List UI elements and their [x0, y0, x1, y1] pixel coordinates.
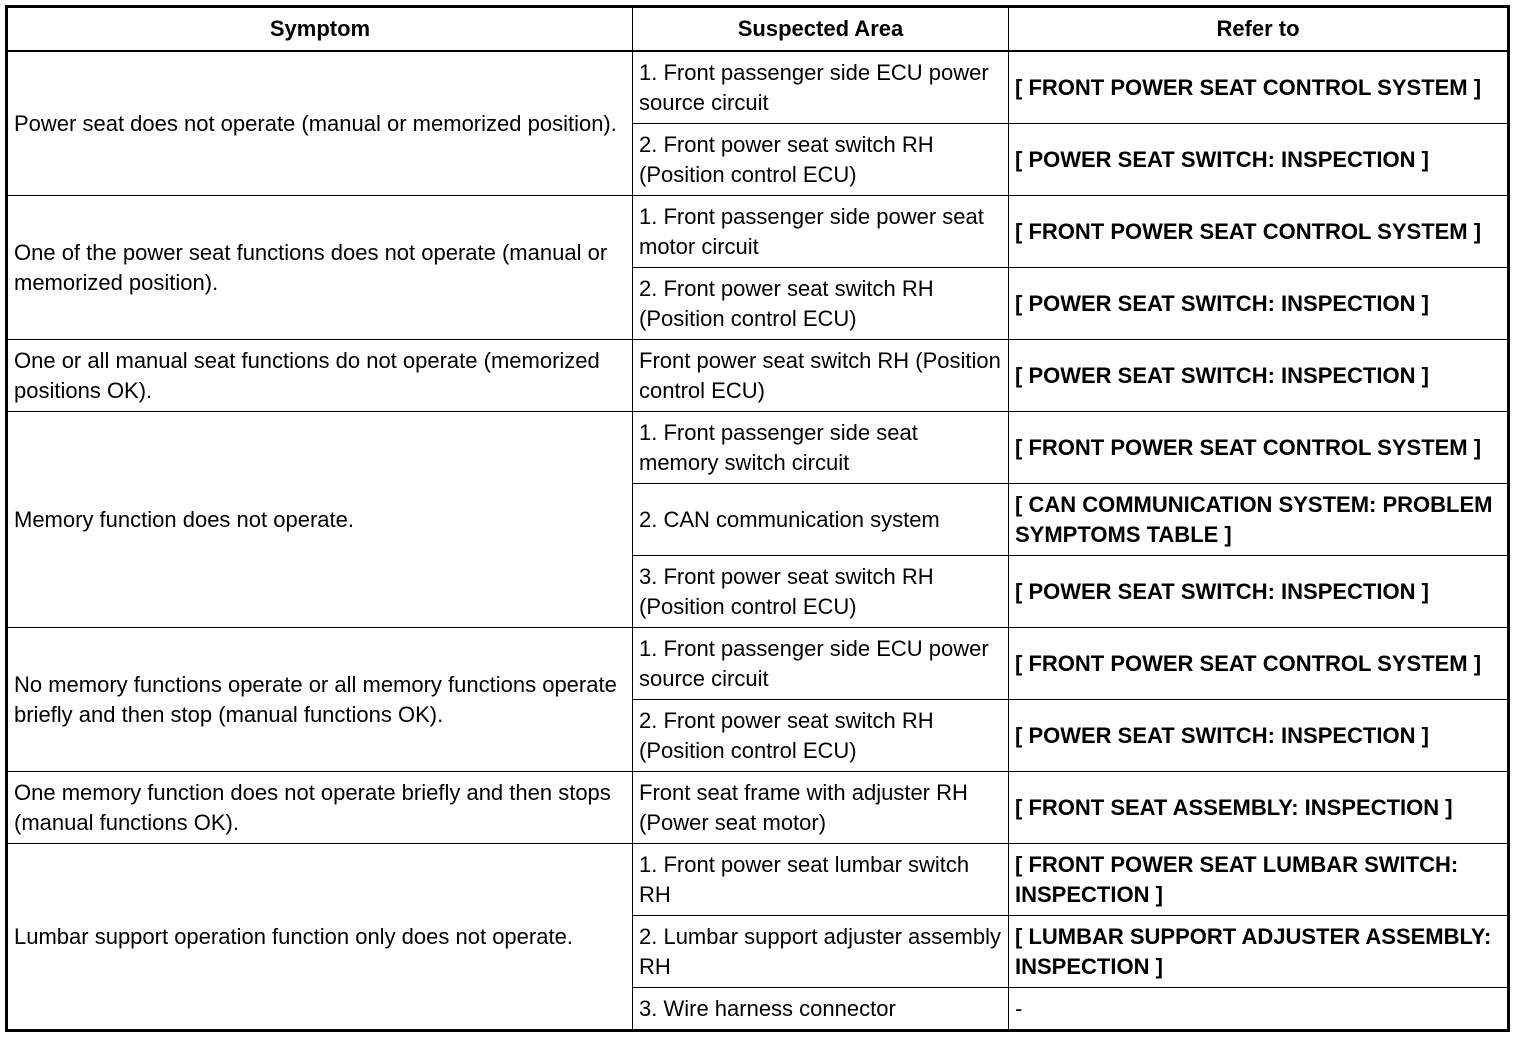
refer-to-link[interactable]: [ FRONT POWER SEAT LUMBAR SWITCH: INSPECTION ] — [1009, 844, 1509, 916]
refer-to-link[interactable]: [ LUMBAR SUPPORT ADJUSTER ASSEMBLY: INSPECTION ] — [1009, 916, 1509, 988]
suspected-area-cell: 2. CAN communication system — [633, 484, 1009, 556]
header-refer-to: Refer to — [1009, 7, 1509, 52]
problem-symptoms-table — [5, 5, 1510, 1032]
suspected-area-cell: 2. Front power seat switch RH (Position control ECU) — [633, 124, 1009, 196]
refer-to-link[interactable]: [ POWER SEAT SWITCH: INSPECTION ] — [1009, 124, 1509, 196]
table-container — [5, 5, 1507, 1032]
suspected-area-cell: Front seat frame with adjuster RH (Power seat motor) — [633, 772, 1009, 844]
suspected-area-cell: 2. Lumbar support adjuster assembly RH — [633, 916, 1009, 988]
symptom-cell: No memory functions operate or all memory functions operate briefly and then stop (manual functions OK). — [7, 628, 633, 772]
symptom-cell: Power seat does not operate (manual or memorized position). — [7, 51, 633, 196]
refer-to-link[interactable]: [ FRONT POWER SEAT CONTROL SYSTEM ] — [1009, 51, 1509, 124]
refer-to-link[interactable]: [ FRONT SEAT ASSEMBLY: INSPECTION ] — [1009, 772, 1509, 844]
table-row — [7, 844, 1509, 916]
refer-to-link[interactable]: [ FRONT POWER SEAT CONTROL SYSTEM ] — [1009, 628, 1509, 700]
refer-to-link[interactable]: [ FRONT POWER SEAT CONTROL SYSTEM ] — [1009, 412, 1509, 484]
table-row — [7, 628, 1509, 700]
refer-to-link[interactable]: [ POWER SEAT SWITCH: INSPECTION ] — [1009, 556, 1509, 628]
refer-to-link[interactable]: [ CAN COMMUNICATION SYSTEM: PROBLEM SYMPTOMS TABLE ] — [1009, 484, 1509, 556]
header-suspected-area: Suspected Area — [633, 7, 1009, 52]
suspected-area-cell: 3. Front power seat switch RH (Position control ECU) — [633, 556, 1009, 628]
suspected-area-cell: 1. Front power seat lumbar switch RH — [633, 844, 1009, 916]
header-row — [7, 7, 1509, 52]
suspected-area-cell: 2. Front power seat switch RH (Position control ECU) — [633, 268, 1009, 340]
table-row — [7, 772, 1509, 844]
symptom-cell: One or all manual seat functions do not operate (memorized positions OK). — [7, 340, 633, 412]
suspected-area-cell: 1. Front passenger side power seat motor circuit — [633, 196, 1009, 268]
suspected-area-cell: 1. Front passenger side ECU power source circuit — [633, 51, 1009, 124]
suspected-area-cell: 1. Front passenger side seat memory switch circuit — [633, 412, 1009, 484]
table-row — [7, 412, 1509, 484]
suspected-area-cell: 1. Front passenger side ECU power source circuit — [633, 628, 1009, 700]
refer-to-cell: - — [1009, 988, 1509, 1031]
suspected-area-cell: 2. Front power seat switch RH (Position control ECU) — [633, 700, 1009, 772]
table-row — [7, 51, 1509, 124]
symptom-cell: One memory function does not operate briefly and then stops (manual functions OK). — [7, 772, 633, 844]
suspected-area-cell: Front power seat switch RH (Position control ECU) — [633, 340, 1009, 412]
symptom-cell: Lumbar support operation function only does not operate. — [7, 844, 633, 1031]
symptom-cell: One of the power seat functions does not operate (manual or memorized position). — [7, 196, 633, 340]
refer-to-link[interactable]: [ POWER SEAT SWITCH: INSPECTION ] — [1009, 268, 1509, 340]
symptom-cell: Memory function does not operate. — [7, 412, 633, 628]
refer-to-link[interactable]: [ FRONT POWER SEAT CONTROL SYSTEM ] — [1009, 196, 1509, 268]
refer-to-link[interactable]: [ POWER SEAT SWITCH: INSPECTION ] — [1009, 340, 1509, 412]
table-row — [7, 196, 1509, 268]
suspected-area-cell: 3. Wire harness connector — [633, 988, 1009, 1031]
table-row — [7, 340, 1509, 412]
refer-to-link[interactable]: [ POWER SEAT SWITCH: INSPECTION ] — [1009, 700, 1509, 772]
header-symptom: Symptom — [7, 7, 633, 52]
